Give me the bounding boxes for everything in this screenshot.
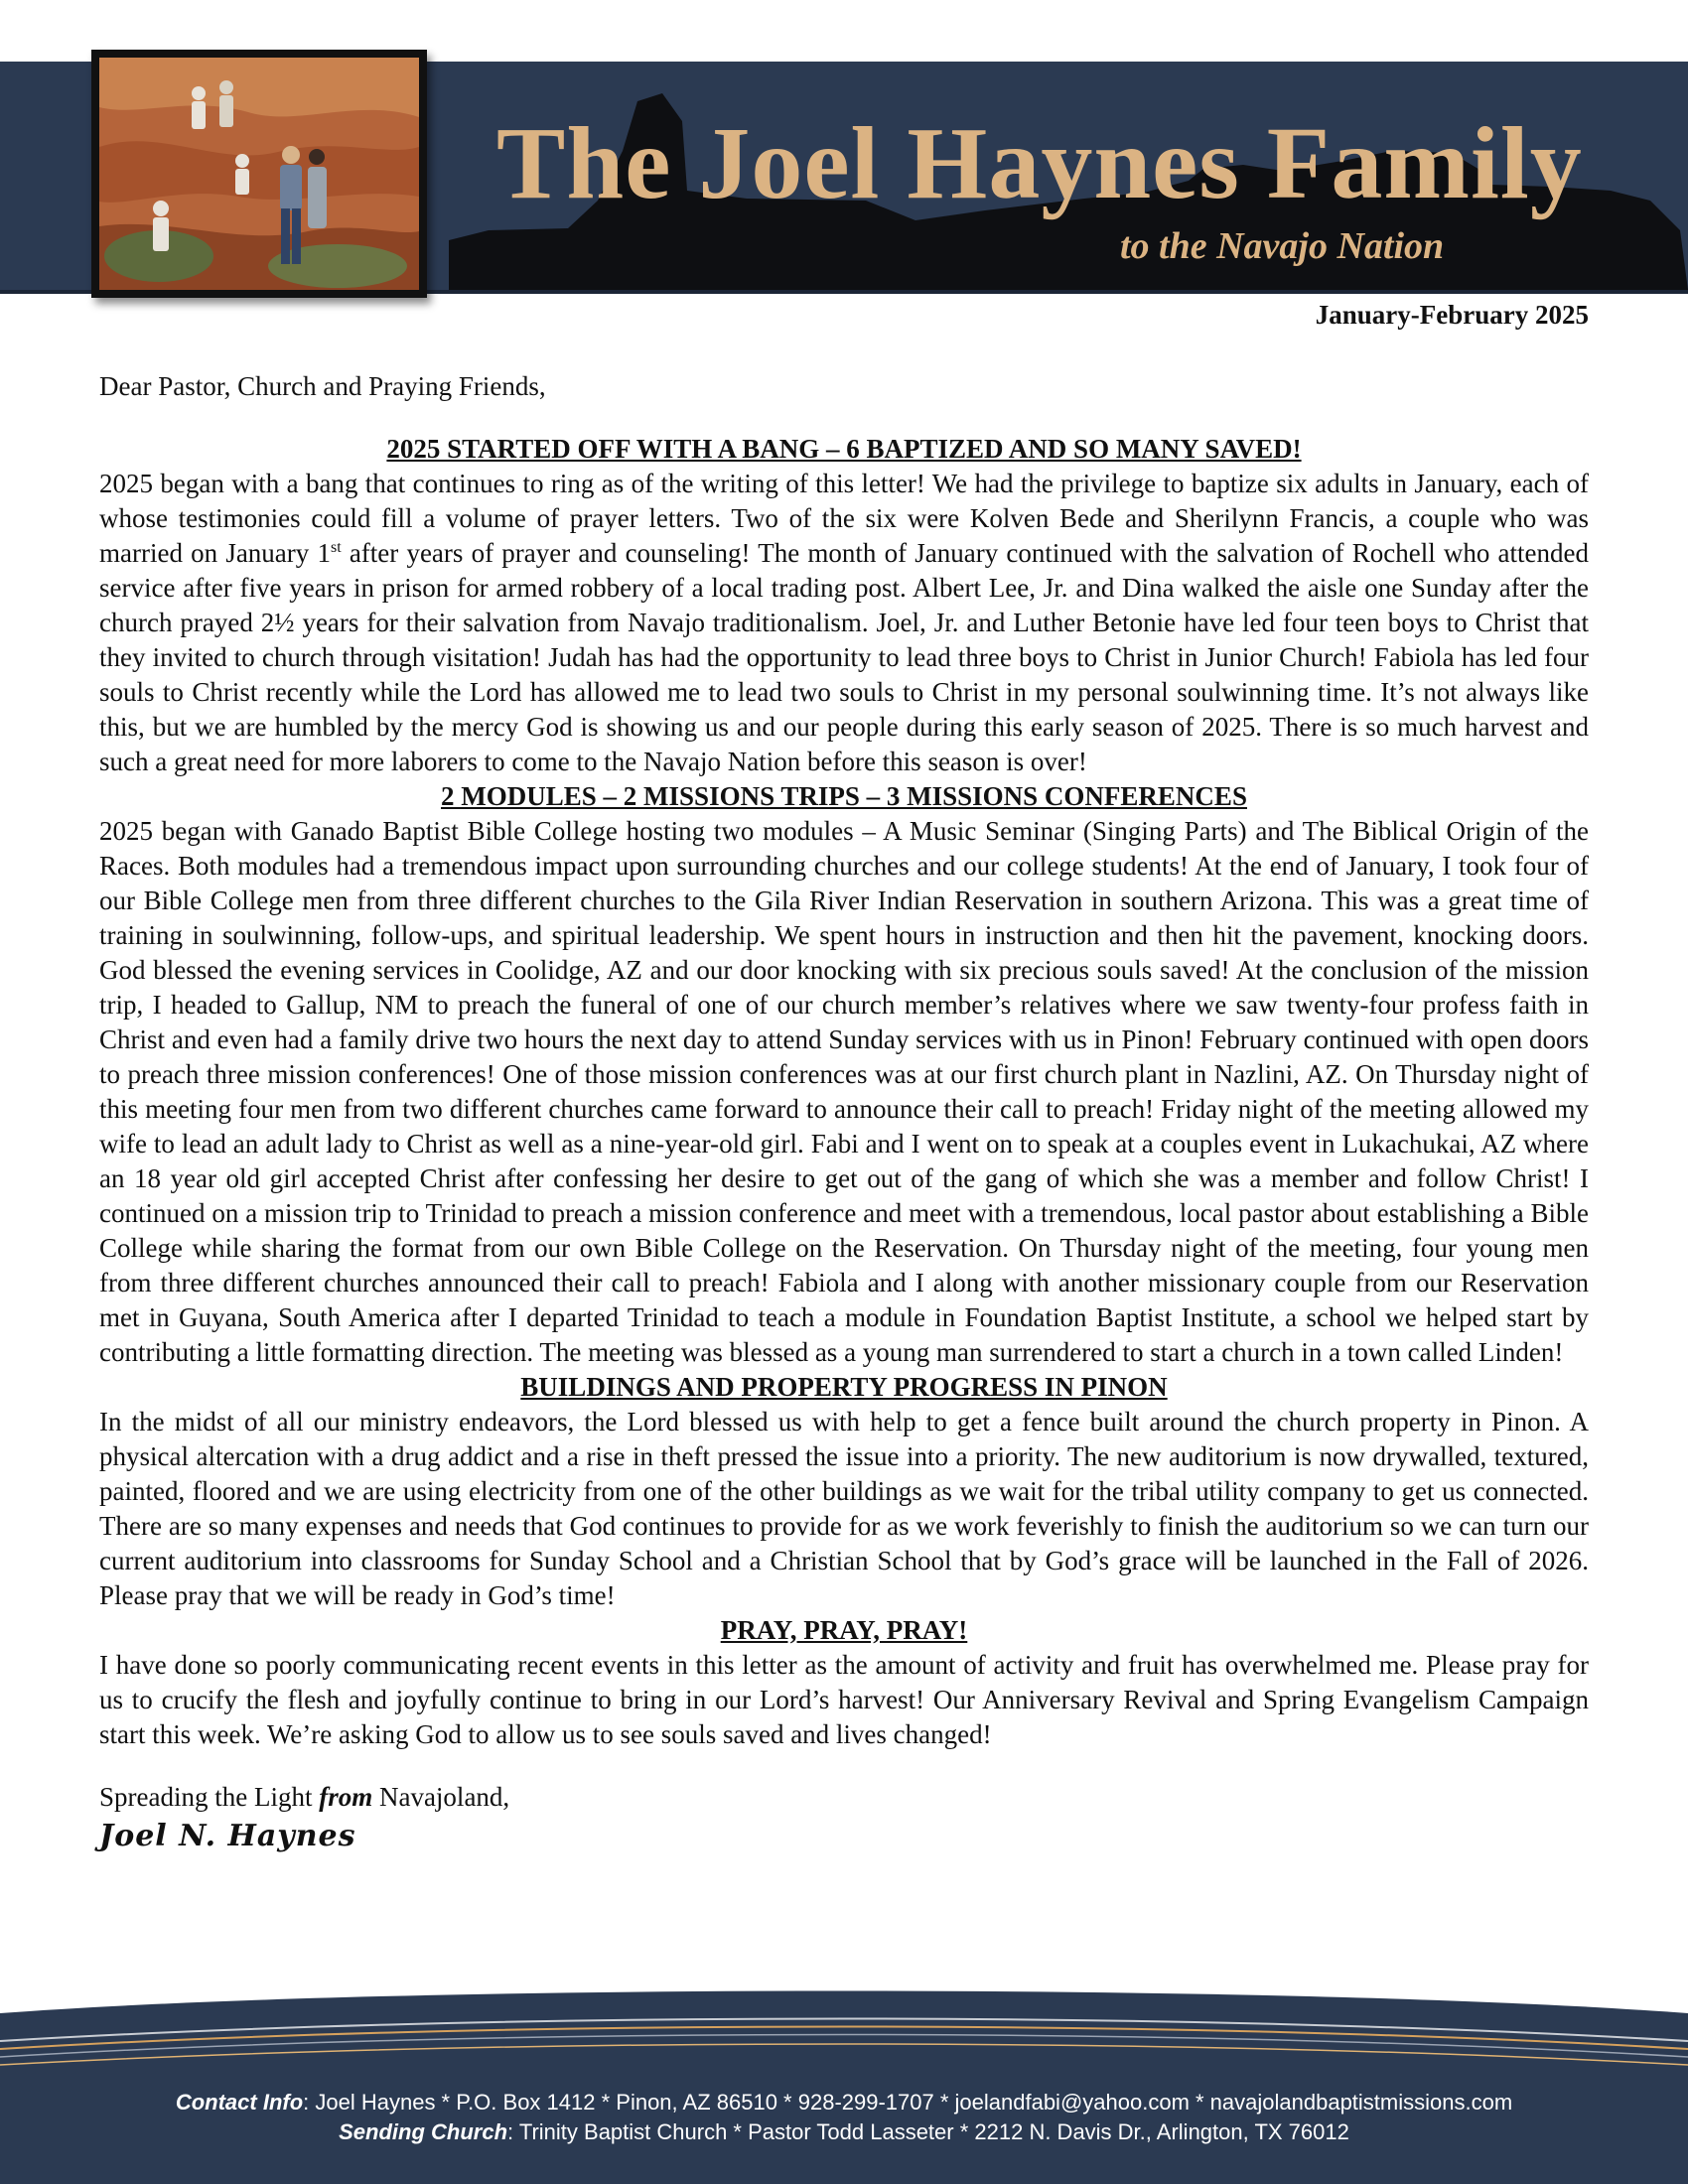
newsletter-title: The Joel Haynes Family [496, 106, 1583, 220]
section-heading: BUILDINGS AND PROPERTY PROGRESS IN PINON [520, 1372, 1168, 1402]
newsletter-subtitle: to the Navajo Nation [1120, 225, 1445, 267]
sending-church-line: Sending Church: Trinity Baptist Church * Pastor Todd Lasseter * 2212 N. Davis Dr., Arlington, TX 76012 [339, 2119, 1349, 2144]
closing-line: Spreading the Light from Navajoland, [99, 1782, 510, 1812]
letter-body [99, 369, 1589, 1853]
contact-info-line: Contact Info: Joel Haynes * P.O. Box 1412 * Pinon, AZ 86510 * 928-299-1707 * joelandfabi@yahoo.com * navajolandbaptistmissions.com [175, 2090, 1513, 2115]
signature: Joel N. Haynes [99, 1819, 356, 1853]
section-heading: PRAY, PRAY, PRAY! [720, 1615, 968, 1645]
section-paragraph: 2025 began with Ganado Baptist Bible College hosting two modules – A Music Seminar (Singing Parts) and The Biblical Origin of the Races. Both modules had a tremendous impact upon surrounding churches and our college students! At the end of January, I took four of our Bible College men from three different churches to the Gila River Indian Reservation in southern Arizona. This was a great time of training in soulwinning, follow-ups, and spiritual leadership. We spent hours in instruction and then hit the pavement, knocking doors. God blessed the evening services in Coolidge, AZ and our door knocking with six precious souls saved! At the conclusion of the mission trip, I headed to Gallup, NM to preach the funeral of one of our church member’s relatives where we saw twenty-four profess faith in Christ and even had a family drive two hours the next day to attend Sunday services with us in Pinon! February continued with open doors to preach three mission conferences! One of those mission conferences was at our first church plant in Nazlini, AZ. On Thursday night of this meeting four men from two different churches came forward to announce their call to preach! Friday night of the meeting allowed my wife to lead an adult lady to Christ as well as a nine-year-old girl. Fabi and I went on to speak at a couples event in Lukachukai, AZ where an 18 year old girl accepted Christ after confessing her desire to get out of the gang of which she was a member and follow Christ! I continued on a mission trip to Trinidad to preach a mission conference and meet with a tremendous, local pastor about establishing a Bible College while sharing the format from our own Bible College on the Reservation. On Thursday night of the meeting, four young men from three different churches announced their call to preach! Fabiola and I along with another missionary couple from our Reservation met in Guyana, South America after I departed Trinidad to teach a module in Foundation Baptist Institute, a school we helped start by contributing a little formatting direction. The meeting was blessed as a young man surrendered to start a church in a town called Linden! [99, 816, 1589, 1367]
section-heading: 2025 STARTED OFF WITH A BANG – 6 BAPTIZED AND SO MANY SAVED! [386, 434, 1302, 464]
footer-contact [0, 2088, 1688, 2147]
section-paragraph: I have done so poorly communicating recent events in this letter as the amount of activity and fruit has overwhelmed me. Please pray for us to crucify the flesh and joyfully continue to bring in our Lord’s harvest! Our Anniversary Revival and Spring Evangelism Campaign start this week. We’re asking God to allow us to see souls saved and lives changed! [99, 1650, 1589, 1749]
family-photo [91, 50, 427, 298]
footer-wave [0, 1983, 1688, 2184]
section-heading: 2 MODULES – 2 MISSIONS TRIPS – 3 MISSIONS CONFERENCES [441, 781, 1247, 811]
section-paragraph: 2025 began with a bang that continues to ring as of the writing of this letter! We had the privilege to baptize six adults in January, each of whose testimonies could fill a volume of prayer letters. Two of the six were Kolven Bede and Sherilynn Francis, a couple who was married on January 1st after years of prayer and counseling! The month of January continued with the salvation of Rochell who attended service after five years in prison for armed robbery of a local trading post. Albert Lee, Jr. and Dina walked the aisle one Sunday after the church prayed 2½ years for their salvation from Navajo traditionalism. Joel, Jr. and Luther Betonie have led four teen boys to Christ that they invited to church through visitation! Judah has had the opportunity to lead three boys to Christ in Junior Church! Fabiola has led four souls to Christ recently while the Lord has allowed me to lead two souls to Christ in my personal soulwinning time. It’s not always like this, but we are humbled by the mercy God is showing us and our people during this early season of 2025. There is so much harvest and such a great need for more laborers to come to the Navajo Nation before this season is over! [99, 469, 1590, 776]
salutation: Dear Pastor, Church and Praying Friends, [99, 371, 546, 401]
section-paragraph: In the midst of all our ministry endeavors, the Lord blessed us with help to get a fence built around the church property in Pinon. A physical altercation with a drug addict and a rise in theft pressed the issue into a priority. The new auditorium is now drywalled, textured, painted, floored and we are using electricity from one of the other buildings as we wait for the tribal utility company to get us connected. There are so many expenses and needs that God continues to provide for as we work feverishly to finish the auditorium so we can turn our current auditorium into classrooms for Sunday School and a Christian School that by God’s grace will be launched in the Fall of 2026. Please pray that we will be ready in God’s time! [99, 1407, 1589, 1610]
newsletter-date: January-February 2025 [1315, 300, 1589, 330]
